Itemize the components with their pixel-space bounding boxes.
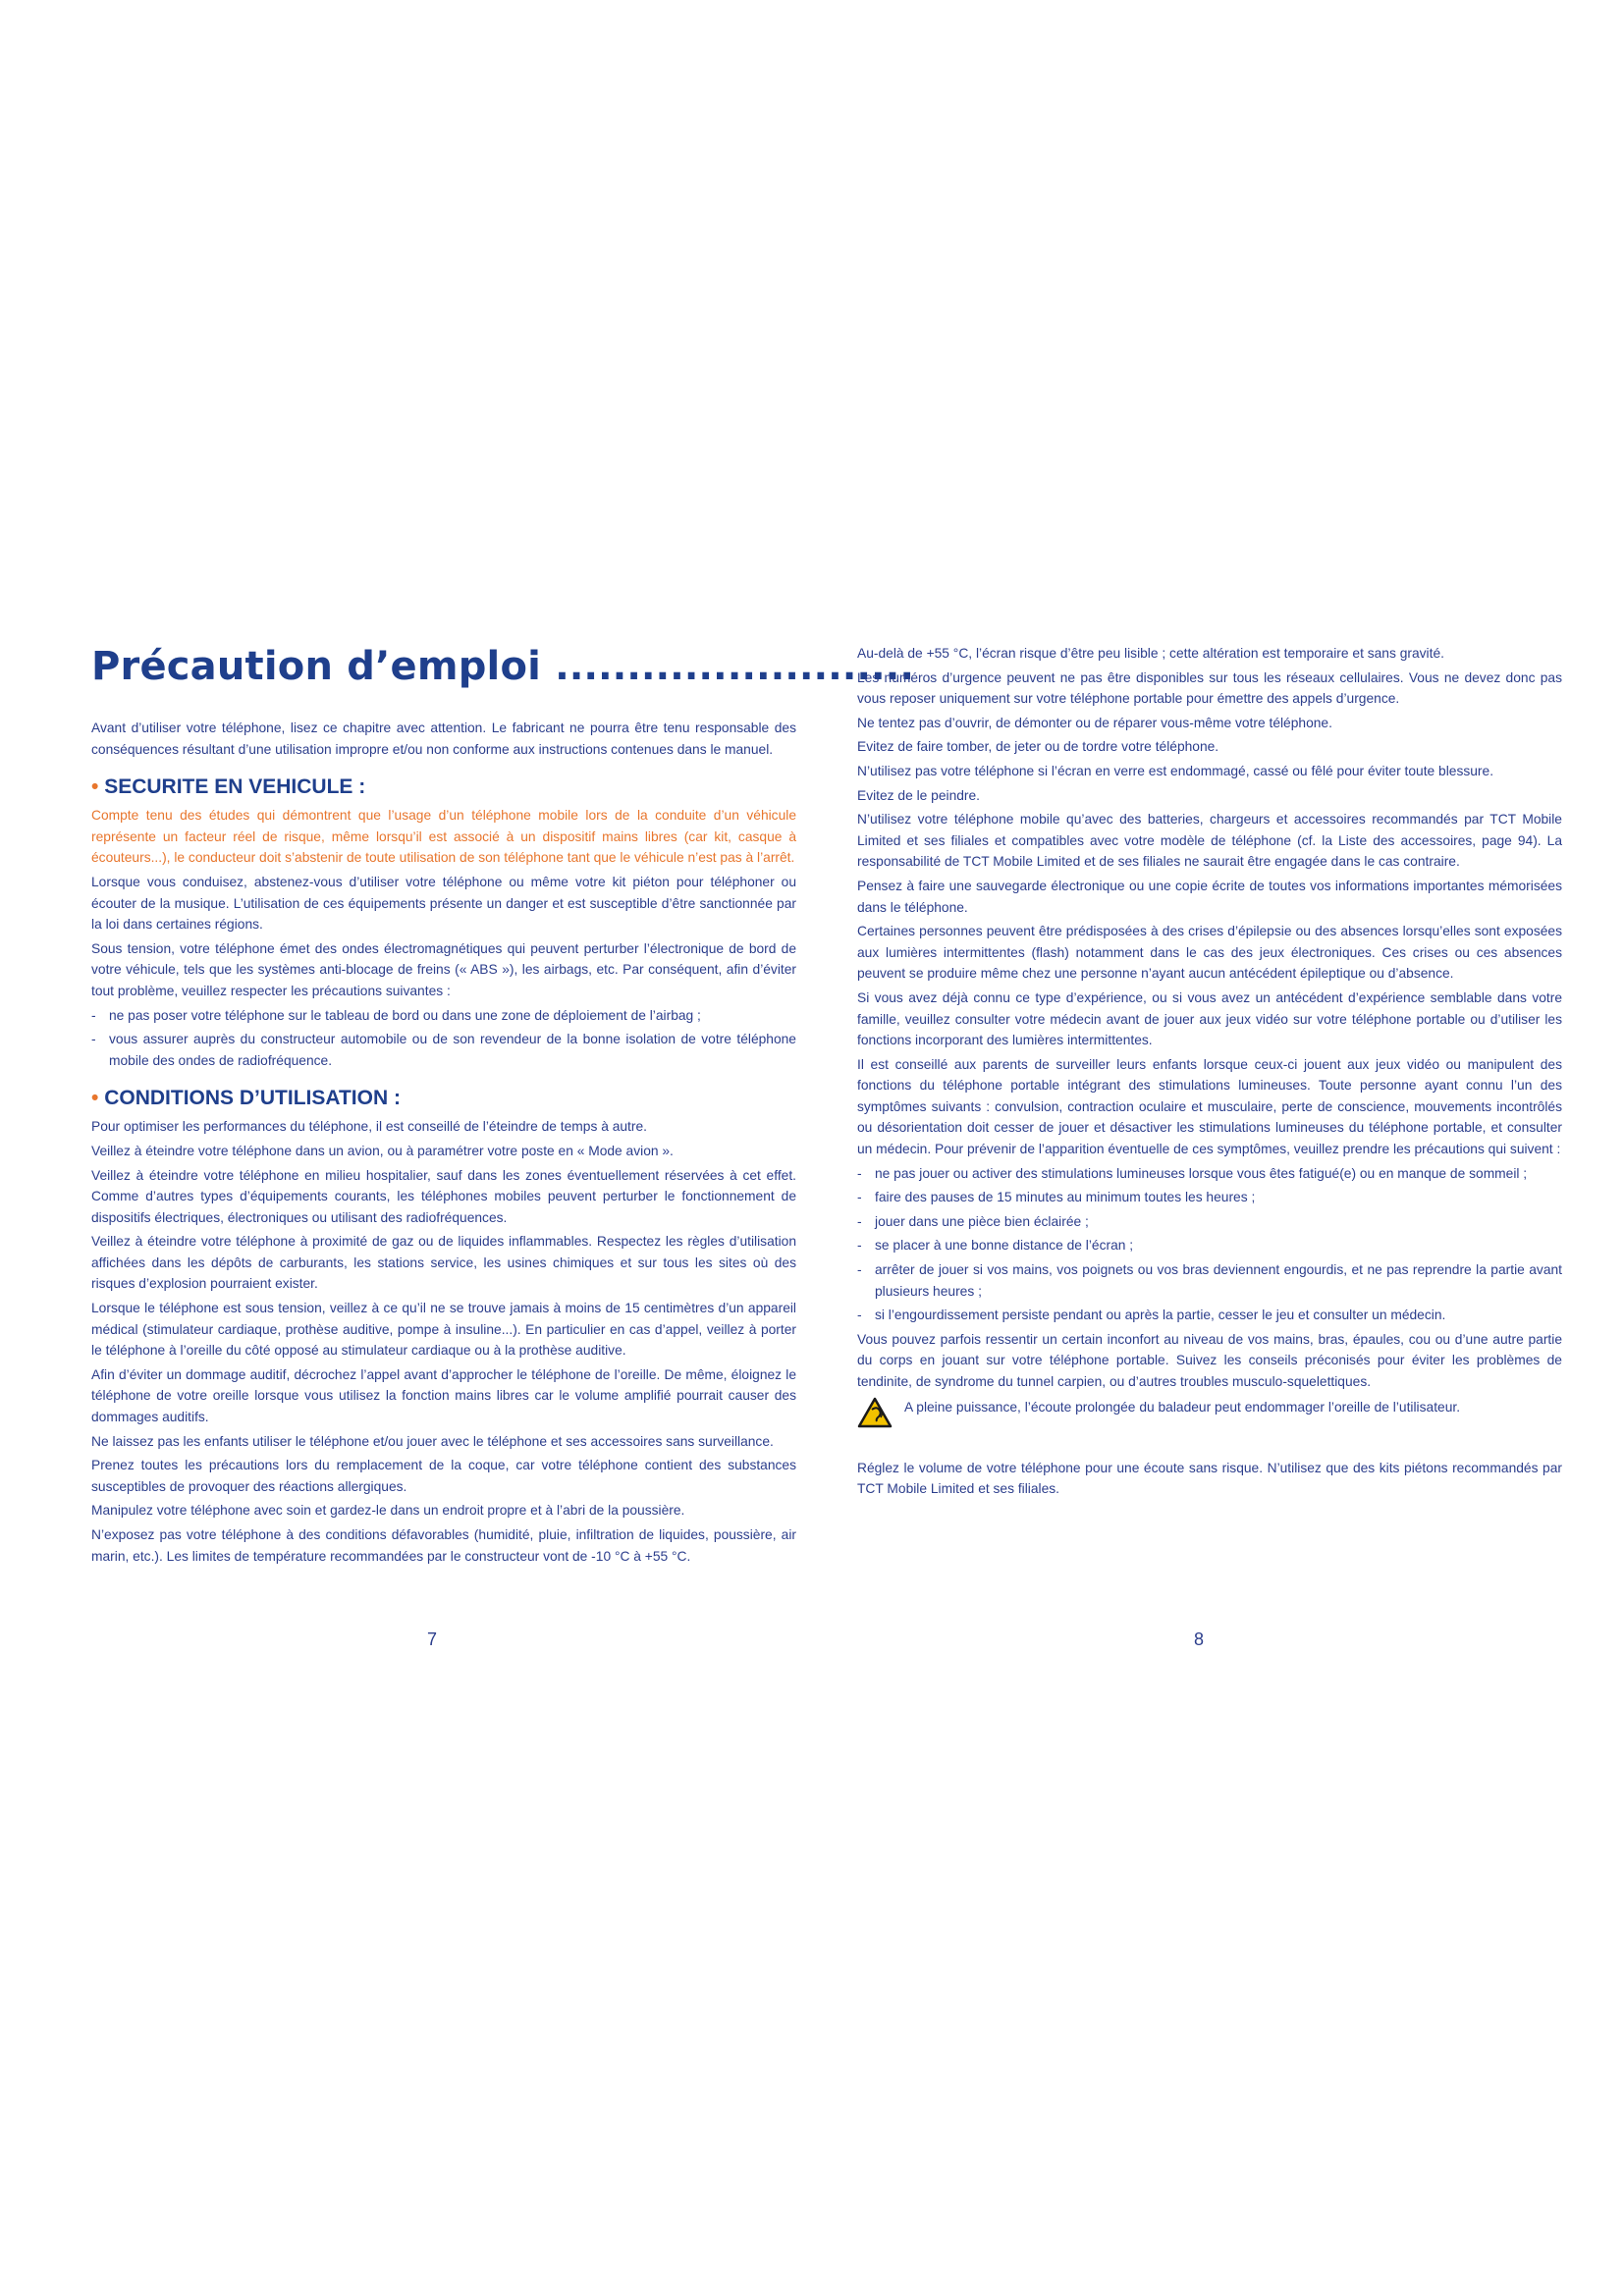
dash-marker: - (857, 1213, 862, 1229)
dash-item (91, 1005, 796, 1027)
paragraph: Evitez de le peindre. (857, 787, 981, 803)
heading-bullet: • (91, 775, 99, 799)
dash-marker: - (857, 1165, 862, 1181)
dash-item (857, 1211, 1562, 1233)
heading-bullet: • (91, 1087, 99, 1110)
dash-text: vous assurer auprès du constructeur automobile ou de son revendeur de la bonne isolation de votre téléphone mobile des ondes de radiofréquence. (109, 1032, 796, 1068)
paragraph: Manipulez votre téléphone avec soin et gardez-le dans un endroit propre et à l’abri de la poussière. (91, 1503, 685, 1519)
paragraph: Les numéros d’urgence peuvent ne pas être disponibles sur tous les réseaux cellulaires. Vous ne devez donc pas vous reposer uniquement sur votre téléphone portable pour émettre des appels d’urgence. (857, 669, 1562, 707)
dash-text: se placer à une bonne distance de l’écran ; (875, 1238, 1134, 1254)
page-number-left: 7 (427, 1629, 438, 1649)
hearing-warning (857, 1397, 1562, 1428)
paragraph: Certaines personnes peuvent être prédisposées à des crises d’épilepsie ou des absences lorsqu’elles sont exposées aux lumières intermittentes (flash) notamment dans le cas des jeux électroniques. Ces crises ou ces absences peuvent se produire même chez une personne n’ayant aucun antécédent épileptique ou d’absence. (857, 924, 1562, 982)
paragraph: Lorsque le téléphone est sous tension, veillez à ce qu’il ne se trouve jamais à moins de 15 centimètres d’un appareil médical (stimulateur cardiaque, prothèse auditive, pompe à insuline...). En particulier en cas d’appel, veillez à porter le téléphone à l’oreille du côté opposé au stimulateur cardiaque ou à la prothèse auditive. (91, 1301, 796, 1359)
paragraph: Evitez de faire tomber, de jeter ou de tordre votre téléphone. (857, 739, 1219, 755)
dash-text: jouer dans une pièce bien éclairée ; (875, 1213, 1089, 1229)
page-number-right: 8 (1194, 1629, 1205, 1649)
dash-text: si l’engourdissement persiste pendant ou après la partie, cesser le jeu et consulter un médecin. (875, 1308, 1446, 1323)
paragraph: Si vous avez déjà connu ce type d’expérience, ou si vous avez un antécédent d’expérience semblable dans votre famille, veuillez consulter votre médecin avant de jouer aux jeux vidéo sur votre téléphone portable ou d’utiliser les fonctions incorporant des lumières intermittentes. (857, 989, 1562, 1048)
paragraph: Veillez à éteindre votre téléphone dans un avion, ou à paramétrer votre poste en « Mode avion ». (91, 1143, 674, 1158)
dash-item (857, 1259, 1562, 1302)
paragraph: Pensez à faire une sauvegarde électronique ou une copie écrite de toutes vos informations importantes mémorisées dans le téléphone. (857, 878, 1562, 915)
paragraph: N’utilisez votre téléphone mobile qu’avec des batteries, chargeurs et accessoires recommandés par TCT Mobile Limited et ses filiales et compatibles avec votre modèle de téléphone (cf. la Liste des accessoires, page 94). La responsabilité de TCT Mobile Limited et de ses filiales ne saurait être engagée dans le cas contraire. (857, 812, 1562, 870)
paragraph: Pour optimiser les performances du téléphone, il est conseillé de l’éteindre de temps à autre. (91, 1119, 647, 1135)
paragraph: N’utilisez pas votre téléphone si l’écran en verre est endommagé, cassé ou fêlé pour éviter toute blessure. (857, 763, 1494, 778)
paragraph: Veillez à éteindre votre téléphone en milieu hospitalier, sauf dans les zones éventuellement réservées à cet effet. Comme d’autres types d’équipements courants, les téléphones mobiles peuvent perturber le fonctionnement de dispositifs électriques, électroniques ou utilisant des radiofréquences. (91, 1167, 796, 1225)
paragraph: Lorsque vous conduisez, abstenez-vous d’utiliser votre téléphone ou même votre kit piéton pour téléphoner ou écouter de la musique. L’utilisation de ces équipements présente un danger et est susceptible d’être sanctionnée par la loi dans certaines régions. (91, 874, 796, 933)
title-dots: ......................... (555, 645, 915, 688)
dash-text: arrêter de jouer si vos mains, vos poignets ou vos bras deviennent engourdis, et ne pas reprendre la partie avant plusieurs heures ; (875, 1262, 1562, 1299)
dash-item (857, 1305, 1562, 1326)
paragraph: Au-delà de +55 °C, l’écran risque d’être peu lisible ; cette altération est temporaire et sans gravité. (857, 646, 1444, 661)
dash-marker: - (857, 1190, 862, 1205)
section-heading-vehicle (91, 775, 796, 799)
dash-marker: - (857, 1238, 862, 1254)
heading-text: CONDITIONS D’UTILISATION : (104, 1087, 401, 1110)
heading-text: SECURITE EN VEHICULE : (104, 775, 366, 799)
paragraph: Il est conseillé aux parents de surveiller leurs enfants lorsque ceux-ci jouent aux jeux vidéo ou manipulent des fonctions du téléphone portable intégrant des stimulations lumineuses. Toute personne ayant connu l’un des symptômes suivants : convulsion, contraction oculaire et musculaire, perte de conscience, mouvements incontrôlés ou désorientation doit cesser de jouer et désactiver les stimulations lumineuses du téléphone portable, et consulter un médecin. Pour prévenir de l’apparition éventuelle de ces symptômes, veuillez prendre les précautions qui suivent : (857, 1056, 1562, 1157)
dash-text: ne pas poser votre téléphone sur le tableau de bord ou dans une zone de déploiement de l’airbag ; (109, 1007, 701, 1023)
paragraph: Ne tentez pas d’ouvrir, de démonter ou de réparer vous-même votre téléphone. (857, 715, 1332, 730)
dash-text: faire des pauses de 15 minutes au minimum toutes les heures ; (875, 1190, 1256, 1205)
intro-paragraph: Avant d’utiliser votre téléphone, lisez ce chapitre avec attention. Le fabricant ne pourra être tenu responsable des conséquences résultant d’une utilisation impropre et/ou non conforme aux instructions contenues dans le manuel. (91, 721, 796, 757)
dash-marker: - (857, 1308, 862, 1323)
paragraph: N’exposez pas votre téléphone à des conditions défavorables (humidité, pluie, infiltration de liquides, poussière, air marin, etc.). Les limites de température recommandées par le constructeur vont de -10 °C à +55 °C. (91, 1527, 796, 1564)
paragraph: Afin d’éviter un dommage auditif, décrochez l’appel avant d’approcher le téléphone de l’oreille. De même, éloignez le téléphone de votre oreille lorsque vous utilisez la fonction mains libres car le volume amplifié pourrait causer des dommages auditifs. (91, 1366, 796, 1425)
dash-marker: - (857, 1262, 862, 1278)
title-text: Précaution d’emploi (91, 644, 542, 689)
paragraph: Réglez le volume de votre téléphone pour une écoute sans risque. N’utilisez que des kits piétons recommandés par TCT Mobile Limited et ses filiales. (857, 1460, 1562, 1497)
paragraph: Prenez toutes les précautions lors du remplacement de la coque, car votre téléphone contient des substances susceptibles de provoquer des réactions allergiques. (91, 1458, 796, 1494)
hearing-warning-icon (857, 1397, 893, 1428)
vehicle-warning-paragraph: Compte tenu des études qui démontrent que l’usage d’un téléphone mobile lors de la conduite d’un véhicule représente un facteur réel de risque, même lorsqu’il est associé à un dispositif mains libres (car kit, casque à écouteurs...), le conducteur doit s’abstenir de toute utilisation de son téléphone tant que le véhicule n’est pas à l’arrêt. (91, 808, 796, 866)
paragraph: Ne laissez pas les enfants utiliser le téléphone et/ou jouer avec le téléphone et ses accessoires sans surveillance. (91, 1433, 774, 1449)
section-heading-conditions (91, 1087, 796, 1110)
dash-item (857, 1163, 1562, 1185)
warning-text: A pleine puissance, l’écoute prolongée du baladeur peut endommager l’oreille de l’utilisateur. (904, 1399, 1461, 1415)
paragraph: Veillez à éteindre votre téléphone à proximité de gaz ou de liquides inflammables. Respectez les règles d’utilisation affichées dans les dépôts de carburants, les stations service, les usines chimiques et sur tous les sites où des risques d’explosion pourraient exister. (91, 1234, 796, 1292)
paragraph: Sous tension, votre téléphone émet des ondes électromagnétiques qui peuvent perturber l’électronique de bord de votre véhicule, tels que les systèmes anti-blocage de freins (« ABS »), les airbags, etc. Par conséquent, afin d’éviter tout problème, veuillez respecter les précautions suivantes : (91, 940, 796, 998)
right-page (857, 643, 1562, 1503)
dash-item (857, 1187, 1562, 1208)
dash-marker: - (91, 1032, 96, 1047)
dash-item (91, 1029, 796, 1071)
dash-text: ne pas jouer ou activer des stimulations lumineuses lorsque vous êtes fatigué(e) ou en manque de sommeil ; (875, 1165, 1528, 1181)
dash-item (857, 1235, 1562, 1256)
paragraph: Vous pouvez parfois ressentir un certain inconfort au niveau de vos mains, bras, épaules, cou ou d’une autre partie du corps en jouant sur votre téléphone portable. Suivez les conseils préconisés pour éviter les problèmes de tendinite, de syndrome du tunnel carpien, ou d’autres troubles musculo-squelettiques. (857, 1331, 1562, 1389)
page-title (91, 643, 915, 690)
dash-marker: - (91, 1007, 96, 1023)
left-page (91, 643, 915, 1570)
